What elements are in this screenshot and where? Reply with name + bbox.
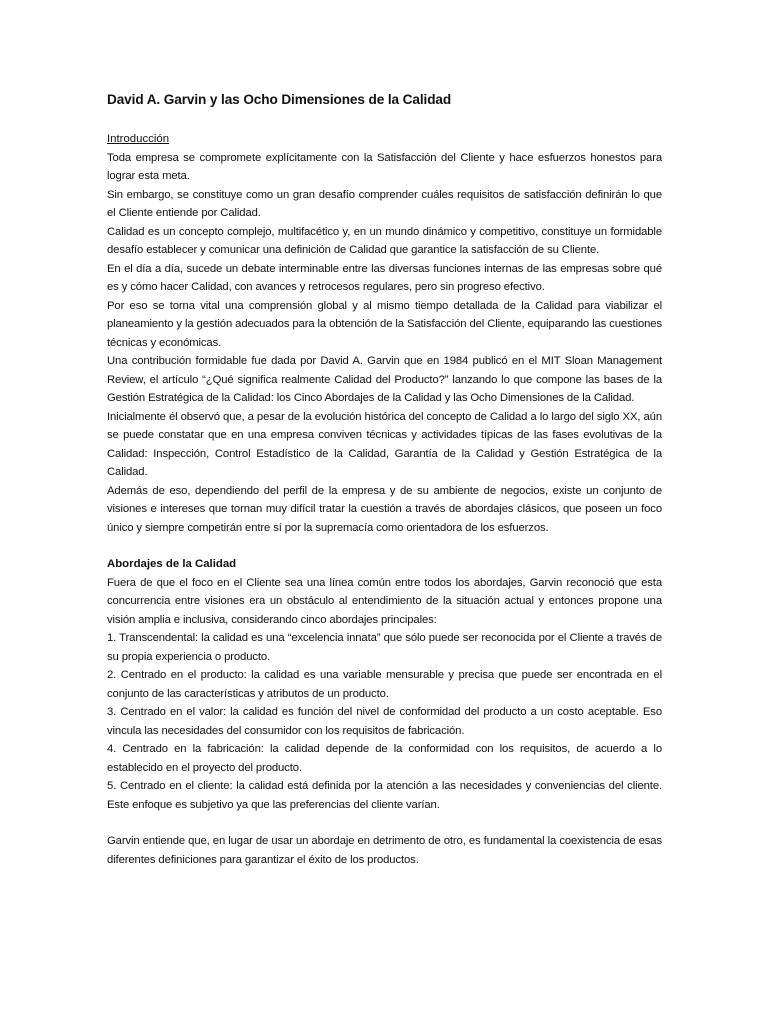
document-page	[107, 90, 662, 869]
document-title: David A. Garvin y las Ocho Dimensiones de la Calidad	[107, 92, 452, 107]
approach-item: 2. Centrado en el producto: la calidad es una variable mensurable y precisa que puede ser encontrada en el conjunto de las características y atributos de un producto.	[107, 669, 662, 700]
approach-item: 4. Centrado en la fabricación: la calidad depende de la conformidad con los requisitos, de acuerdo a lo establecido en el proyecto del producto.	[107, 743, 662, 774]
approaches-list	[107, 629, 662, 814]
approach-item: 3. Centrado en el valor: la calidad es función del nivel de conformidad del producto a un costo aceptable. Eso vincula las necesidades del consumidor con los requisitos de fabricación.	[107, 706, 662, 737]
section-spacer	[107, 814, 662, 832]
approach-item: 5. Centrado en el cliente: la calidad está definida por la atención a las necesidades y conveniencias del cliente. Este enfoque es subjetivo ya que las preferencias del cliente varían.	[107, 780, 662, 811]
intro-heading: Introducción	[107, 133, 170, 145]
intro-paragraph: Una contribución formidable fue dada por David A. Garvin que en 1984 publicó en el MIT Sloan Management Review, el artículo “¿Qué significa realmente Calidad del Producto?” lanzando lo que compone las bases de la Gestión Estratégica de la Calidad: los Cinco Abordajes de la Calidad y las Ocho Dimensiones de la Calidad.	[107, 355, 662, 404]
approaches-heading: Abordajes de la Calidad	[107, 558, 237, 570]
intro-paragraph: Además de eso, dependiendo del perfil de la empresa y de su ambiente de negocios, existe un conjunto de visiones e intereses que tornan muy difícil tratar la cuestión a través de abordajes clásicos, que poseen un foco único y siempre competirán entre sí por la supremacía como orientadora de los esfuerzos.	[107, 484, 662, 534]
closing-paragraph: Garvin entiende que, en lugar de usar un abordaje en detrimento de otro, es fundamental la coexistencia de esas diferentes definiciones para garantizar el éxito de los productos.	[107, 835, 662, 866]
intro-paragraph: Sin embargo, se constituye como un gran desafío comprender cuáles requisitos de satisfacción definirán lo que el Cliente entiende por Calidad.	[107, 188, 662, 219]
intro-paragraph: Inicialmente él observó que, a pesar de la evolución histórica del concepto de Calidad a lo largo del siglo XX, aún se puede constatar que en una empresa conviven técnicas y actividades típicas de las fases evolutivas de la Calidad: Inspección, Control Estadístico de la Calidad, Garantía de la Calidad y Gestión Estratégica de la Calidad.	[107, 410, 662, 478]
intro-paragraph: Toda empresa se compromete explícitamente con la Satisfacción del Cliente y hace esfuerzos honestos para lograr esta meta.	[107, 151, 662, 182]
intro-paragraph: Calidad es un concepto complejo, multifacético y, en un mundo dinámico y competitivo, constituye un formidable desafío establecer y comunicar una definición de Calidad que garantice la satisfacción de su Cliente.	[107, 225, 662, 256]
section-spacer	[107, 537, 662, 555]
approach-item: 1. Transcendental: la calidad es una “excelencia innata” que sólo puede ser reconocida por el Cliente a través de su propia experiencia o producto.	[107, 632, 662, 663]
intro-paragraph: En el día a día, sucede un debate interminable entre las diversas funciones internas de las empresas sobre qué es y cómo hacer Calidad, con avances y retrocesos regulares, pero sin progreso efectivo.	[107, 262, 662, 293]
approaches-intro: Fuera de que el foco en el Cliente sea una línea común entre todos los abordajes, Garvin reconoció que esta concurrencia entre visiones era un obstáculo al entendimiento de la situación actual y entonces propone una visión amplia e inclusiva, considerando cinco abordajes principales:	[107, 576, 662, 626]
intro-paragraph: Por eso se torna vital una comprensión global y al mismo tiempo detallada de la Calidad para viabilizar el planeamiento y la gestión adecuados para la obtención de la Satisfacción del Cliente, equiparando las cuestiones técnicas y económicas.	[107, 299, 662, 349]
